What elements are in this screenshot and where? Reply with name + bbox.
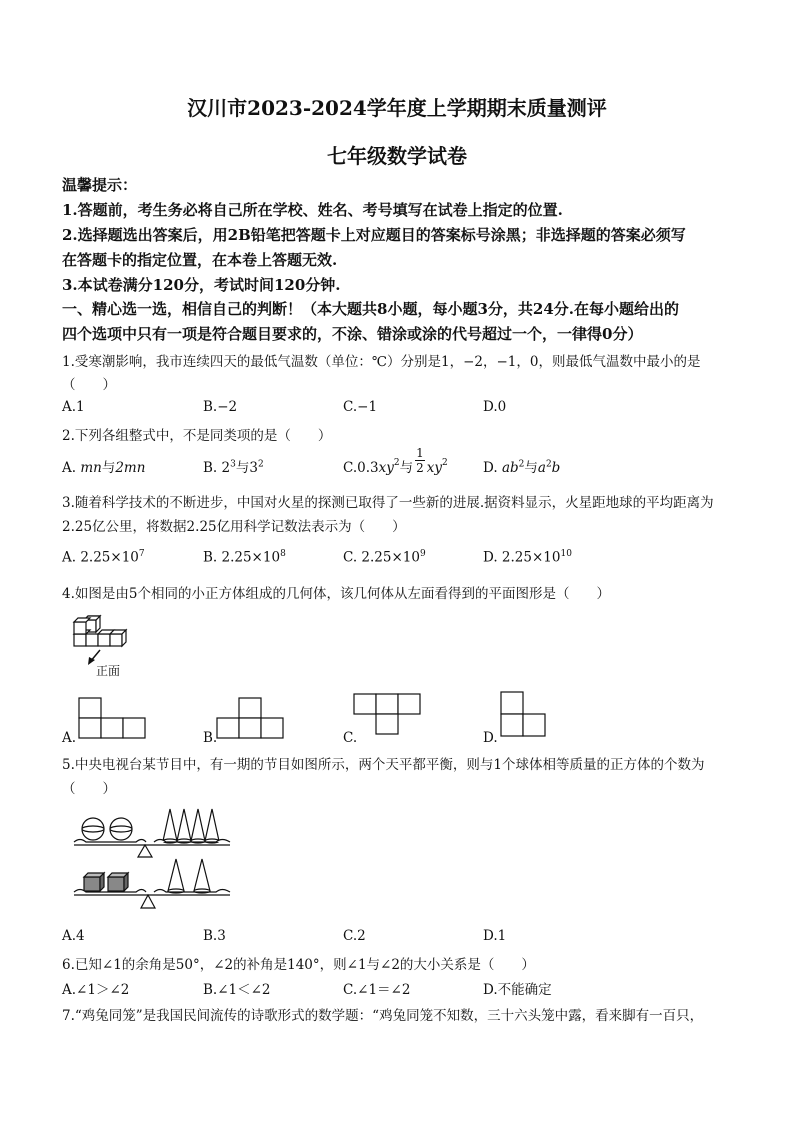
question-5-blank: （ ） [62, 781, 116, 797]
notice-item: 3.本试卷满分120分，考试时间120分钟. [62, 276, 341, 294]
question-4-option-a: A. [62, 730, 77, 746]
question-1-option-a: A.1 [62, 399, 85, 415]
question-6-option-c: C.∠1＝∠2 [343, 982, 411, 998]
question-3-option-d: D. $2.25\times 10^{10}$ [483, 549, 572, 566]
question-1-option-b: B.−2 [203, 399, 238, 415]
question-3-option-b: B. $2.25\times 10^8$ [203, 549, 286, 566]
option-b-figure [215, 696, 285, 742]
question-5-option-b: B.3 [203, 928, 226, 944]
question-1-blank: （ ） [62, 377, 116, 393]
question-5-option-c: C.2 [343, 928, 366, 944]
section-heading: 一、精心选一选，相信自己的判断！（本大题共8小题，每小题3分，共24分.在每小题给出的 [62, 300, 679, 318]
question-6-option-d: D.不能确定 [483, 982, 552, 998]
notice-item: 在答题卡的指定位置，在本卷上答题无效. [62, 251, 338, 269]
question-2-option-c: $C.0.3xy^2$与 $\frac{1}{2}$ $xy^2$ [343, 446, 448, 476]
option-d-figure [499, 690, 551, 742]
question-2-option-b: B. $2^3$与$3^2$ [203, 459, 264, 476]
question-4-option-b: B. [203, 730, 218, 746]
question-5-option-a: A.4 [62, 928, 85, 944]
section-heading: 四个选项中只有一项是符合题目要求的，不涂、错涂或涂的代号超过一个，一律得0分） [62, 325, 643, 343]
question-2-stem: 2.下列各组整式中，不是同类项的是（ ） [62, 428, 332, 444]
question-4-option-d: D. [483, 730, 498, 746]
question-3-option-a: A. $2.25\times 10^7$ [62, 549, 145, 566]
balance-scale-2 [66, 855, 236, 915]
question-6-option-a: A.∠1＞∠2 [62, 982, 130, 998]
option-c-figure [352, 692, 426, 738]
question-5-stem: 5.中央电视台某节目中，有一期的节目如图所示，两个天平都平衡，则与1个球体相等质量的正方体的个数为 [62, 757, 705, 773]
question-1-option-d: D.0 [483, 399, 507, 415]
question-5-option-d: D.1 [483, 928, 507, 944]
question-1-stem: 1.受寒潮影响，我市连续四天的最低气温数（单位：℃）分别是1，−2，−1，0，则最低气温数中最小的是 [62, 354, 701, 370]
exam-subtitle: 七年级数学试卷 [327, 144, 467, 168]
question-2-option-a: A. mn与2mn [62, 460, 146, 476]
question-6-stem: 6.已知∠1的余角是50°，∠2的补角是140°，则∠1与∠2的大小关系是（ ） [62, 957, 535, 973]
notice-heading: 温馨提示： [62, 176, 138, 194]
notice-item: 1.答题前，考生务必将自己所在学校、姓名、考号填写在试卷上指定的位置. [62, 201, 563, 219]
question-3-stem-2: 2.25亿公里，将数据2.25亿用科学记数法表示为（ ） [62, 519, 406, 535]
question-1-option-c: C.−1 [343, 399, 378, 415]
front-view-label: 正面 [96, 664, 121, 678]
question-3-option-c: C. $2.25\times 10^9$ [343, 549, 426, 566]
notice-item: 2.选择题选出答案后，用2B铅笔把答题卡上对应题目的答案标号涂黑；非选择题的答案必须写 [62, 226, 686, 244]
exam-title: 汉川市2023-2024学年度上学期期末质量测评 [187, 96, 607, 120]
question-7-stem: 7.“鸡兔同笼”是我国民间流传的诗歌形式的数学题：“鸡兔同笼不知数，三十六头笼中露，看来脚有一百只， [62, 1008, 704, 1024]
question-3-stem: 3.随着科学技术的不断进步，中国对火星的探测已取得了一些新的进展.据资料显示，火星距地球的平均距离为 [62, 495, 714, 511]
question-4-option-c: C. [343, 730, 358, 746]
question-6-option-b: B.∠1＜∠2 [203, 982, 271, 998]
question-2-option-d: D. $ab^2$与$a^2b$ [483, 459, 561, 476]
question-4-stem: 4.如图是由5个相同的小正方体组成的几何体，该几何体从左面看得到的平面图形是（ ） [62, 586, 610, 602]
option-a-figure [77, 696, 147, 742]
